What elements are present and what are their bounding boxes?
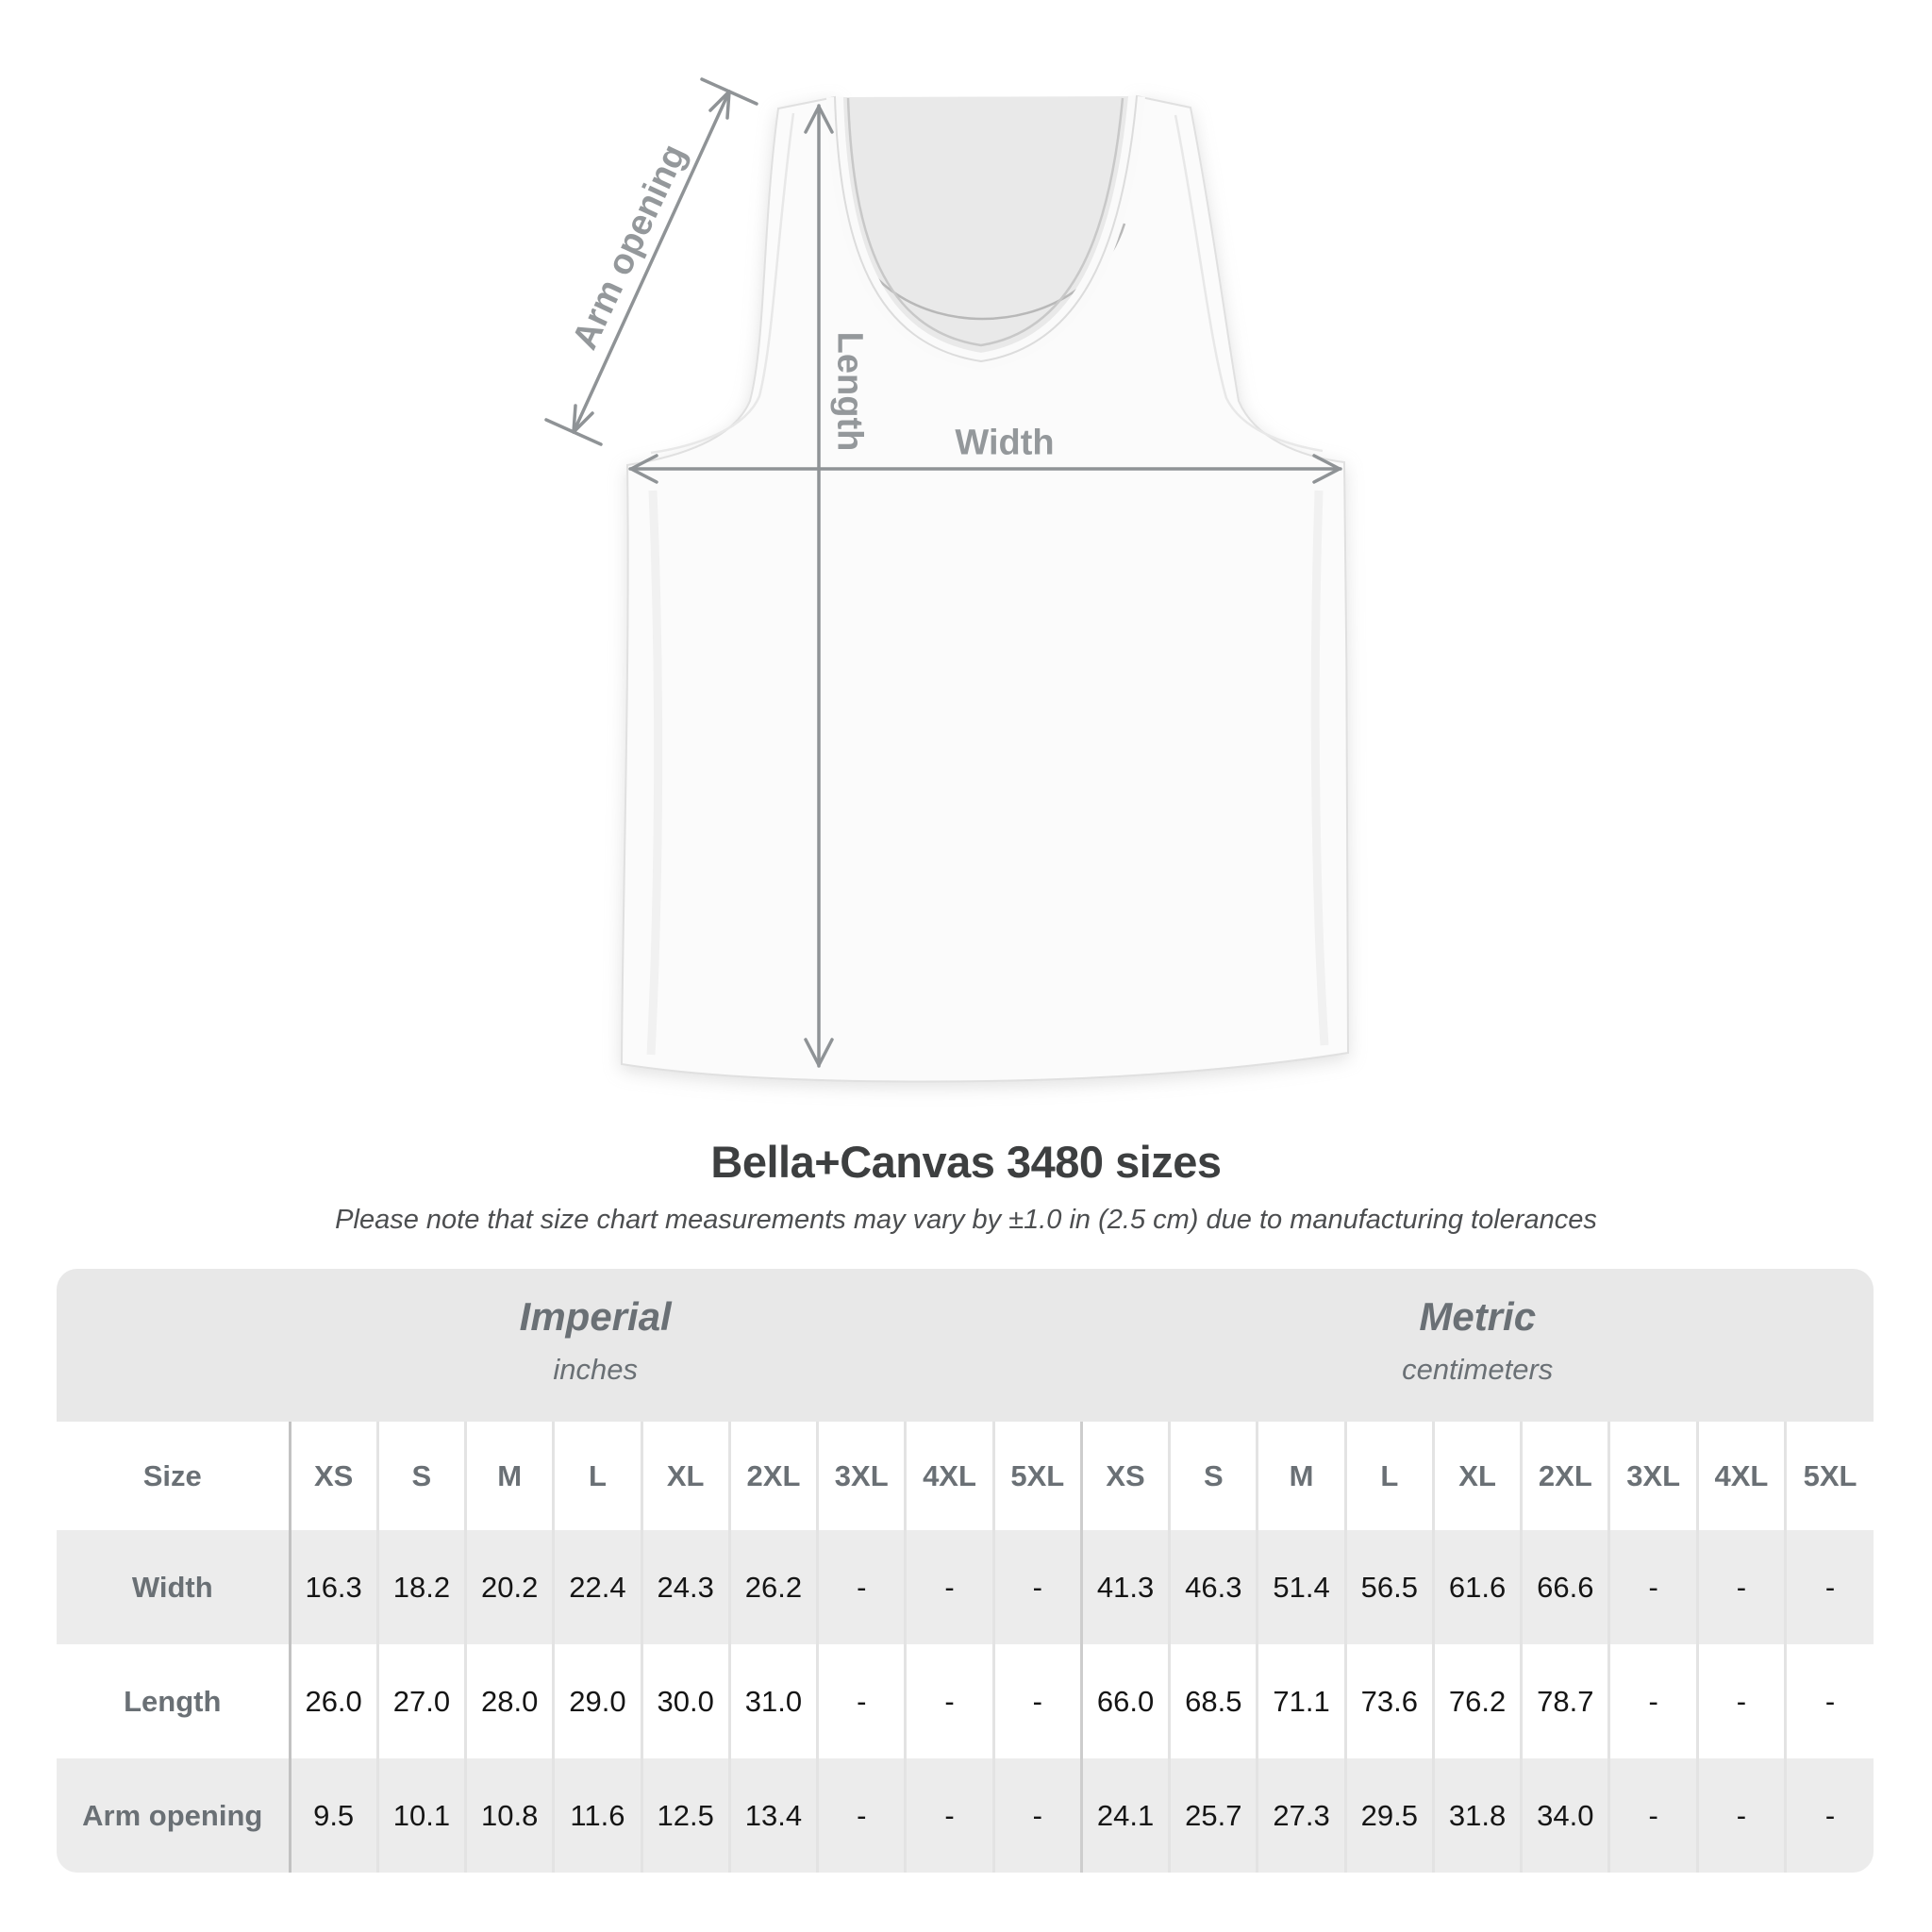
imperial-unit-label: inches [553,1353,638,1387]
size-column-header: XS [1081,1422,1169,1530]
measurement-value-cell: 41.3 [1081,1530,1169,1644]
measurement-value-cell: - [818,1644,906,1758]
measurement-value-cell: 66.0 [1081,1644,1169,1758]
measurement-value-cell: 29.0 [554,1644,641,1758]
size-column-header: XS [290,1422,377,1530]
table-row-width [57,1530,1874,1644]
size-column-header: 2XL [1522,1422,1609,1530]
arm-opening-measure-label: Arm opening [564,138,695,356]
measurement-value-cell: - [906,1644,993,1758]
measurement-value-cell: 78.7 [1522,1644,1609,1758]
measurement-value-cell: 22.4 [554,1530,641,1644]
measurement-value-cell: 13.4 [729,1758,817,1873]
measurement-value-cell: - [1697,1758,1785,1873]
measurement-value-cell: 24.3 [641,1530,729,1644]
imperial-label: Imperial [519,1293,672,1339]
measurement-value-cell: - [993,1644,1081,1758]
measurement-value-cell: - [818,1758,906,1873]
measurement-value-cell: - [818,1530,906,1644]
size-column-header: 5XL [993,1422,1081,1530]
measurement-value-cell: - [1609,1758,1697,1873]
measurement-value-cell: - [1609,1644,1697,1758]
size-column-header: XL [641,1422,729,1530]
measurement-value-cell: - [993,1758,1081,1873]
size-table-container [57,1269,1874,1873]
size-column-header: 4XL [1697,1422,1785,1530]
measurement-value-cell: 9.5 [290,1758,377,1873]
size-column-header: 3XL [818,1422,906,1530]
measurement-value-cell: - [906,1530,993,1644]
table-row-length [57,1644,1874,1758]
tolerance-note: Please note that size chart measurements may vary by ±1.0 in (2.5 cm) due to manufacturing tolerances [335,1205,1597,1235]
size-column-header: 3XL [1609,1422,1697,1530]
size-header-cell: Size [142,1458,202,1492]
measurement-value-cell: - [1786,1644,1874,1758]
measurement-value-cell: 11.6 [554,1758,641,1873]
unit-header-metric [1081,1269,1874,1422]
measurement-value-cell: 46.3 [1170,1530,1257,1644]
measurement-row-label: Length [124,1684,222,1718]
measurement-value-cell: 10.1 [377,1758,465,1873]
measurement-value-cell: 61.6 [1433,1530,1521,1644]
measurement-value-cell: 28.0 [466,1644,554,1758]
measurement-value-cell: 31.0 [729,1644,817,1758]
length-measure-label: Length [829,331,870,452]
measurement-value-cell: 56.5 [1345,1530,1433,1644]
measurement-row-label: Arm opening [57,1758,290,1873]
size-column-header: S [1170,1422,1257,1530]
measurement-value-cell: 27.3 [1257,1758,1345,1873]
measurement-value-cell: 30.0 [641,1644,729,1758]
measurement-row-label: Width [57,1530,290,1644]
measurement-value-cell: 66.6 [1522,1530,1609,1644]
unit-header-imperial [57,1269,1081,1422]
width-measure-label: Width [955,423,1055,463]
size-column-header: L [1345,1422,1433,1530]
measurement-value-cell: 27.0 [377,1644,465,1758]
measurement-value-cell: - [1697,1530,1785,1644]
measurement-value-cell: 24.1 [1081,1758,1169,1873]
measurement-value-cell: - [1786,1530,1874,1644]
measurement-value-cell: 51.4 [1257,1530,1345,1644]
measurement-value-cell: 20.2 [466,1530,554,1644]
measurement-value-cell: 12.5 [641,1758,729,1873]
measurement-value-cell: 34.0 [1522,1758,1609,1873]
measurement-value-cell: - [1609,1530,1697,1644]
size-column-header: M [1257,1422,1345,1530]
size-header-row [57,1422,1874,1530]
size-column-header: XL [1433,1422,1521,1530]
measurement-value-cell: - [993,1530,1081,1644]
measurement-value-cell: - [906,1758,993,1873]
measurement-value-cell: 26.2 [729,1530,817,1644]
metric-unit-label: centimeters [1402,1353,1554,1387]
size-column-header: 2XL [729,1422,817,1530]
size-column-header: S [377,1422,465,1530]
arm-opening-arrow [546,79,757,444]
measurement-value-cell: 29.5 [1345,1758,1433,1873]
size-column-header: M [466,1422,554,1530]
size-column-header: 4XL [906,1422,993,1530]
measurement-value-cell: 10.8 [466,1758,554,1873]
page-title: Bella+Canvas 3480 sizes [710,1137,1222,1187]
size-table [57,1269,1874,1873]
unit-header-row [57,1269,1874,1422]
measurement-value-cell: 31.8 [1433,1758,1521,1873]
measurement-value-cell: 18.2 [377,1530,465,1644]
measurement-value-cell: 73.6 [1345,1644,1433,1758]
size-column-header: 5XL [1786,1422,1874,1530]
measurement-value-cell: 26.0 [290,1644,377,1758]
metric-label: Metric [1419,1293,1537,1339]
measurement-value-cell: - [1697,1644,1785,1758]
table-row-arm-opening [57,1758,1874,1873]
measurement-value-cell: 16.3 [290,1530,377,1644]
measurement-value-cell: - [1786,1758,1874,1873]
measurement-value-cell: 25.7 [1170,1758,1257,1873]
measurement-value-cell: 71.1 [1257,1644,1345,1758]
size-column-header: L [554,1422,641,1530]
measurement-value-cell: 76.2 [1433,1644,1521,1758]
measurement-value-cell: 68.5 [1170,1644,1257,1758]
